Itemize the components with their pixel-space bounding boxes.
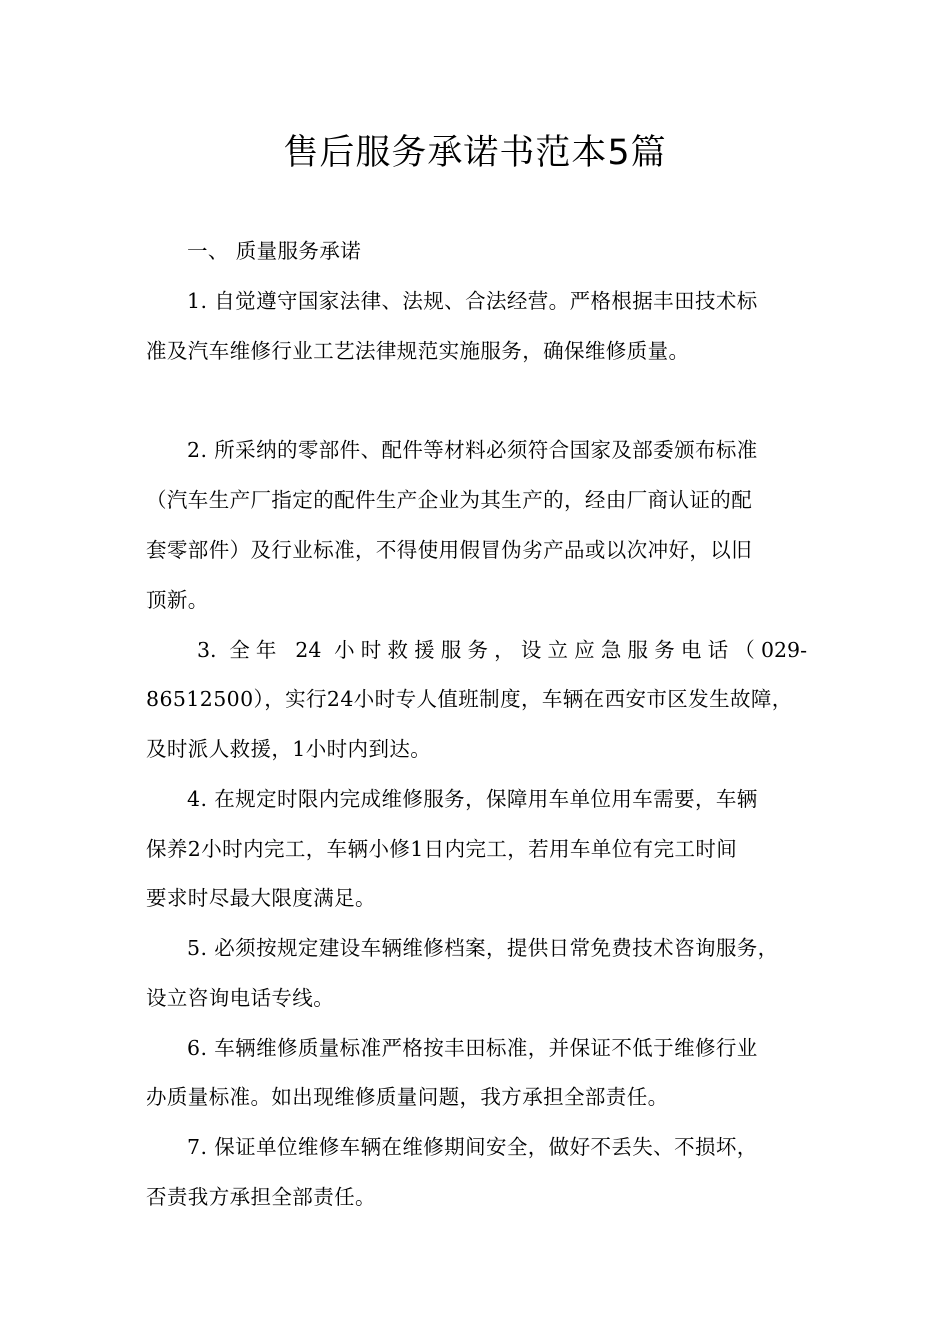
item-1-line-2: 准及汽车维修行业工艺法律规范实施服务，确保维修质量。 bbox=[146, 339, 690, 363]
item-3-line-1: 3. 全年 24 小时救援服务，设立应急服务电话（029- bbox=[197, 638, 807, 662]
item-2-line-4: 顶新。 bbox=[146, 588, 209, 612]
item-5-line-1: 5. 必须按规定建设车辆维修档案，提供日常免费技术咨询服务， bbox=[187, 936, 779, 960]
document-title: 售后服务承诺书范本5篇 bbox=[283, 133, 667, 173]
item-2-line-3: 套零部件）及行业标准，不得使用假冒伪劣产品或以次冲好，以旧 bbox=[146, 538, 753, 562]
item-3-line-3: 及时派人救援，1小时内到达。 bbox=[146, 737, 432, 761]
item-5-line-2: 设立咨询电话专线。 bbox=[146, 986, 335, 1010]
item-6-line-1: 6. 车辆维修质量标准严格按丰田标准，并保证不低于维修行业 bbox=[187, 1036, 758, 1060]
item-4-line-2: 保养2小时内完工，车辆小修1日内完工，若用车单位有完工时间 bbox=[146, 837, 738, 861]
item-6-line-2: 办质量标准。如出现维修质量问题，我方承担全部责任。 bbox=[146, 1085, 669, 1109]
section-heading: 一、 质量服务承诺 bbox=[187, 239, 362, 263]
item-3-line-2: 86512500），实行24小时专人值班制度，车辆在西安市区发生故障， bbox=[146, 687, 793, 711]
item-7-line-1: 7. 保证单位维修车辆在维修期间安全，做好不丢失、不损坏， bbox=[187, 1135, 758, 1159]
item-4-line-1: 4. 在规定时限内完成维修服务，保障用车单位用车需要，车辆 bbox=[187, 787, 758, 811]
item-4-line-3: 要求时尽最大限度满足。 bbox=[146, 886, 376, 910]
item-2-line-2: （汽车生产厂指定的配件生产企业为其生产的，经由厂商认证的配 bbox=[146, 488, 753, 512]
item-1-line-1: 1. 自觉遵守国家法律、法规、合法经营。严格根据丰田技术标 bbox=[187, 289, 758, 313]
item-7-line-2: 否责我方承担全部责任。 bbox=[146, 1185, 376, 1209]
item-2-line-1: 2. 所采纳的零部件、配件等材料必须符合国家及部委颁布标准 bbox=[187, 438, 758, 462]
